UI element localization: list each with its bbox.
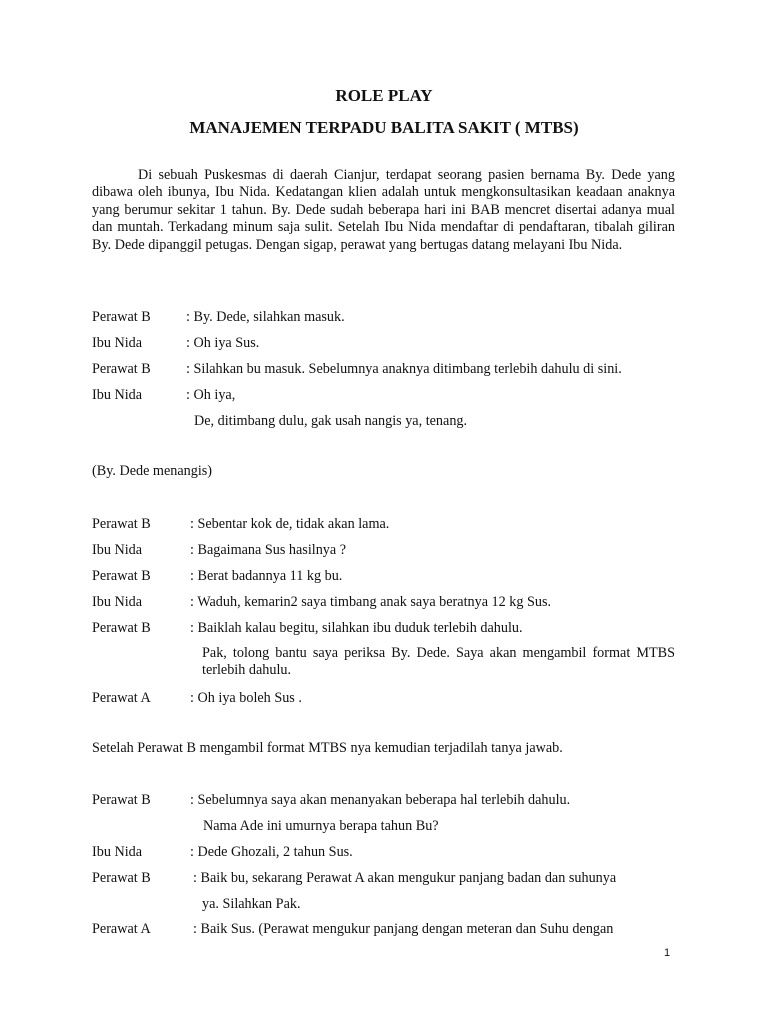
dialog-line: : Dede Ghozali, 2 tahun Sus. bbox=[190, 844, 353, 860]
dialog-continuation: Pak, tolong bantu saya periksa By. Dede. Saya akan mengambil format MTBS terlebih dahulu. bbox=[202, 645, 675, 679]
dialog-continuation: ya. Silahkan Pak. bbox=[202, 896, 301, 912]
dialog-line: : Waduh, kemarin2 saya timbang anak saya beratnya 12 kg Sus. bbox=[190, 594, 552, 610]
dialog-line: : Bagaimana Sus hasilnya ? bbox=[190, 542, 347, 558]
dialog-line: : By. Dede, silahkan masuk. bbox=[186, 309, 345, 325]
dialog-speaker: Perawat B bbox=[92, 568, 151, 584]
dialog-speaker: Perawat B bbox=[92, 620, 151, 636]
dialog-line: : Berat badannya 11 kg bu. bbox=[190, 568, 343, 584]
narration-line: Setelah Perawat B mengambil format MTBS nya kemudian terjadilah tanya jawab. bbox=[92, 740, 563, 756]
dialog-line: : Silahkan bu masuk. Sebelumnya anaknya ditimbang terlebih dahulu di sini. bbox=[186, 361, 622, 377]
dialog-speaker: Ibu Nida bbox=[92, 335, 143, 351]
dialog-speaker: Perawat B bbox=[92, 309, 151, 325]
dialog-line: : Oh iya boleh Sus . bbox=[190, 690, 302, 706]
dialog-line: : Baiklah kalau begitu, silahkan ibu duduk terlebih dahulu. bbox=[190, 620, 523, 636]
dialog-speaker: Perawat B bbox=[92, 361, 151, 377]
dialog-speaker: Ibu Nida bbox=[92, 594, 143, 610]
dialog-speaker: Ibu Nida bbox=[92, 844, 143, 860]
dialog-speaker: Perawat A bbox=[92, 690, 151, 706]
page-number: 1 bbox=[664, 947, 671, 959]
document-subtitle: MANAJEMEN TERPADU BALITA SAKIT ( MTBS) bbox=[189, 118, 579, 137]
dialog-line: : Baik Sus. (Perawat mengukur panjang dengan meteran dan Suhu dengan bbox=[193, 921, 614, 937]
dialog-speaker: Perawat B bbox=[92, 870, 151, 886]
dialog-line: : Oh iya Sus. bbox=[186, 335, 260, 351]
dialog-line: : Sebelumnya saya akan menanyakan beberapa hal terlebih dahulu. bbox=[190, 792, 571, 808]
dialog-speaker: Ibu Nida bbox=[92, 387, 143, 403]
dialog-speaker: Perawat B bbox=[92, 516, 151, 532]
dialog-line: : Baik bu, sekarang Perawat A akan mengukur panjang badan dan suhunya bbox=[193, 870, 617, 886]
dialog-line: : Oh iya, bbox=[186, 387, 236, 403]
narration-line: (By. Dede menangis) bbox=[92, 463, 213, 479]
dialog-continuation: Nama Ade ini umurnya berapa tahun Bu? bbox=[203, 818, 439, 834]
dialog-speaker: Perawat A bbox=[92, 921, 151, 937]
document-title: ROLE PLAY bbox=[335, 86, 433, 105]
dialog-line: : Sebentar kok de, tidak akan lama. bbox=[190, 516, 390, 532]
dialog-speaker: Perawat B bbox=[92, 792, 151, 808]
dialog-continuation: De, ditimbang dulu, gak usah nangis ya, tenang. bbox=[194, 413, 468, 429]
dialog-speaker: Ibu Nida bbox=[92, 542, 143, 558]
intro-paragraph: Di sebuah Puskesmas di daerah Cianjur, terdapat seorang pasien bernama By. Dede yang dibawa oleh ibunya, Ibu Nida. Kedatangan klien adalah untuk mengkonsultasikan keadaan anaknya yang berumur sekitar 1 tahun. By. Dede sudah beberapa hari ini BAB mencret disertai adanya mual dan muntah. Terkadang minum saja sulit. Setelah Ibu Nida mendaftar di pendaftaran, tibalah giliran By. Dede dipanggil petugas. Dengan sigap, perawat yang bertugas datang melayani Ibu Nida. bbox=[92, 167, 675, 253]
